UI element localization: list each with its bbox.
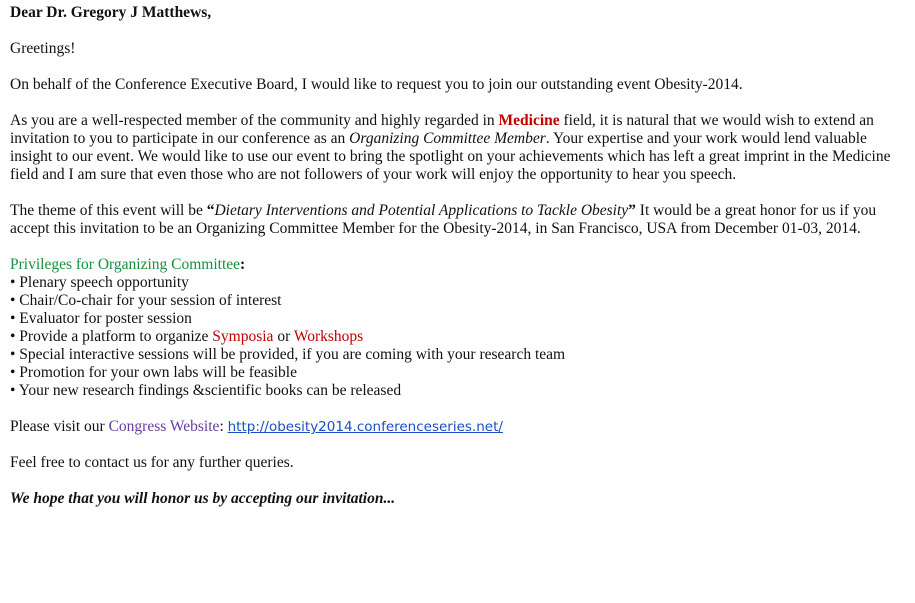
privileges-heading-text: Privileges for Organizing Committee xyxy=(10,256,241,273)
privileges-section xyxy=(10,256,905,400)
visit-prefix: Please visit our xyxy=(10,418,109,435)
privileges-list xyxy=(10,274,905,400)
platform-prefix: • Provide a platform to organize xyxy=(10,328,213,345)
list-item: • Plenary speech opportunity xyxy=(10,274,189,291)
role-highlight: Organizing Committee Member xyxy=(349,130,546,147)
congress-website-link[interactable]: http://obesity2014.conferenceseries.net/ xyxy=(227,419,503,435)
closing-line: We hope that you will honor us by accepting our invitation... xyxy=(10,490,396,507)
list-item xyxy=(10,328,905,346)
invitation-text-1: As you are a well-respected member of the community and highly regarded in xyxy=(10,112,499,129)
privileges-heading-colon: : xyxy=(240,256,246,273)
invitation-text-3: . Your expertise and your work would lend valuable insight to our event. We would like to use our event to bring the spotlight on your achievements which has left a great imprint in the Medicine field and I am sure that even those who are not followers of your work will enjoy the opportunity to hear you speech. xyxy=(10,130,891,183)
contact-paragraph: Feel free to contact us for any further queries. xyxy=(10,454,294,471)
invitation-paragraph xyxy=(10,112,905,184)
intro-paragraph: On behalf of the Conference Executive Board, I would like to request you to join our outstanding event Obesity-2014. xyxy=(10,76,743,93)
theme-open-quote: “ xyxy=(206,202,215,219)
list-item: • Special interactive sessions will be provided, if you are coming with your research team xyxy=(10,346,566,363)
greetings-line: Greetings! xyxy=(10,40,76,57)
workshops-label: Workshops xyxy=(293,328,364,345)
theme-paragraph xyxy=(10,202,905,238)
visit-paragraph xyxy=(10,418,905,436)
visit-colon: : xyxy=(219,418,228,435)
symposia-label: Symposia xyxy=(212,328,274,345)
salutation: Dear Dr. Gregory J Matthews, xyxy=(10,4,212,21)
list-item: • Chair/Co-chair for your session of interest xyxy=(10,292,282,309)
field-highlight: Medicine xyxy=(498,112,560,129)
theme-text-1: The theme of this event will be xyxy=(10,202,207,219)
theme-title: Dietary Interventions and Potential Applications to Tackle Obesity xyxy=(214,202,629,219)
theme-text-2: It would be a great honor for us if you accept this invitation to be an Organizing Committee Member for the Obesity-2014, in San Francisco, USA from December 01-03, 2014. xyxy=(10,202,877,237)
list-item: • Your new research findings &scientific books can be released xyxy=(10,382,402,399)
invitation-text-2: field, it is natural that we would wish to extend an invitation to you to participate in our conference as an xyxy=(10,112,874,147)
platform-or: or xyxy=(273,328,294,345)
congress-website-label: Congress Website xyxy=(108,418,220,435)
privileges-heading xyxy=(10,256,905,274)
theme-close-quote: ” xyxy=(628,202,636,219)
list-item: • Evaluator for poster session xyxy=(10,310,192,327)
list-item: • Promotion for your own labs will be feasible xyxy=(10,364,297,381)
